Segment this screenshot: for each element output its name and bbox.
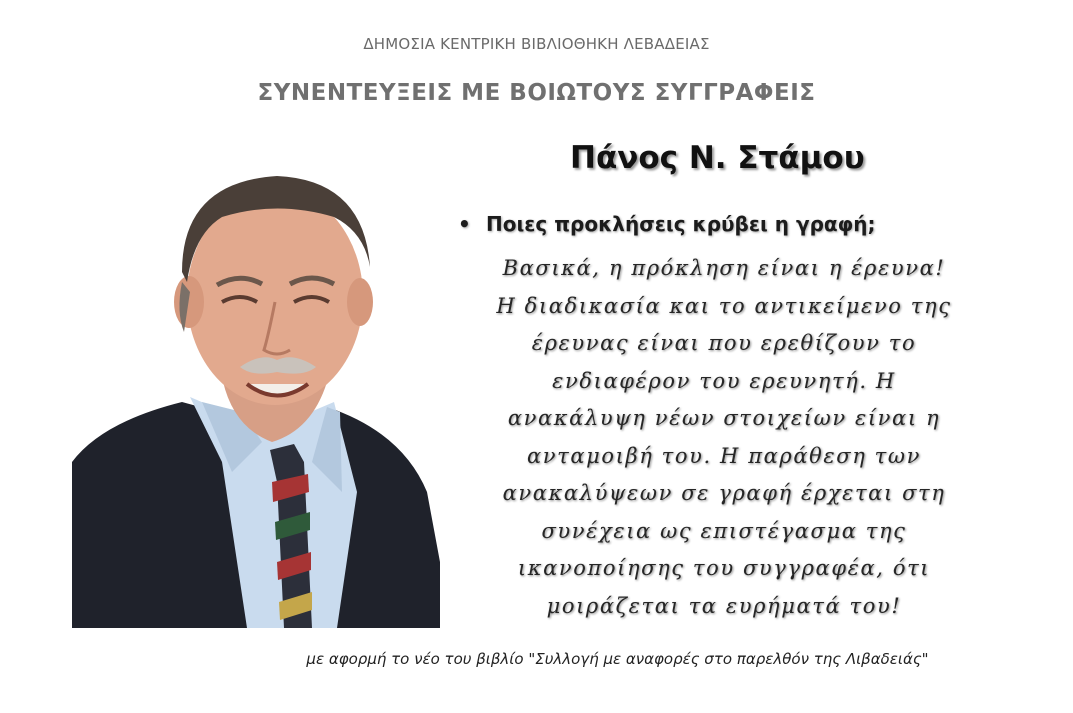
answer-line: ανακαλύψεων σε γραφή έρχεται στη [502,481,946,505]
header-series-title: ΣΥΝΕΝΤΕΥΞΕΙΣ ΜΕ ΒΟΙΩΤΟΥΣ ΣΥΓΓΡΑΦΕΙΣ [257,80,816,106]
answer-line: μοιράζεται τα ευρήματά του! [546,593,902,618]
answer-line: συνέχεια ως επιστέγασμα της [541,518,907,543]
answer-line: ανακάλυψη νέων στοιχείων είναι η [507,406,941,430]
answer-line: ενδιαφέρον του ερευνητή. Η [552,368,896,393]
answer-line: Βασικά, η πρόκληση είναι η έρευνα! [502,256,946,280]
answer-line: ικανοποίησης του συγγραφέα, ότι [517,556,931,580]
question-text: Ποιες προκλήσεις κρύβει η γραφή; [486,212,876,236]
answer-line: έρευνας είναι που ερεθίζουν το [531,331,917,355]
footer-book-note: με αφορμή το νέο του βιβλίο "Συλλογή με αναφορές στο παρελθόν της Λιβαδειάς" [306,650,929,668]
answer-line: Η διαδικασία και το αντικείμενο της [496,293,952,318]
author-name: Πάνος Ν. Στάμου [570,140,865,176]
bullet-icon: • [458,212,471,236]
answer-line: ανταμοιβή του. Η παράθεση των [527,443,921,468]
header-library-name: ΔΗΜΟΣΙΑ ΚΕΝΤΡΙΚΗ ΒΙΒΛΙΟΘΗΚΗ ΛΕΒΑΔΕΙΑΣ [363,35,710,53]
